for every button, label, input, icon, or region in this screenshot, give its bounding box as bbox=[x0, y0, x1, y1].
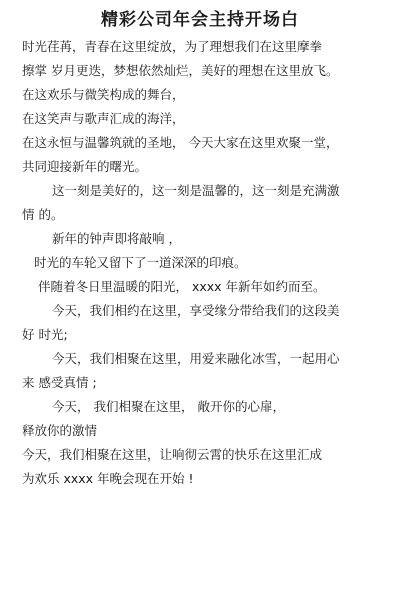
text-line: 今天， 我们相聚在这里， 敞开你的心扉， bbox=[52, 399, 285, 414]
text-line: 这一刻是美好的，这一刻是温馨的，这一刻是充满激 bbox=[52, 183, 340, 198]
text-line: 时光荏苒，青春在这里绽放，为了理想我们在这里摩拳 bbox=[22, 39, 323, 54]
text-line: 好 时光; bbox=[22, 327, 68, 342]
text-line: 今天，我们相聚在这里，用爱来融化冰雪，一起用心 bbox=[52, 351, 340, 366]
text-line: 共同迎接新年的曙光。 bbox=[22, 159, 148, 174]
text-line: 在这笑声与歌声汇成的海洋， bbox=[22, 111, 185, 126]
text-line: 今天，我们相聚在这里，让响彻云霄的快乐在这里汇成 bbox=[22, 447, 323, 462]
text-line: 释放你的激情 bbox=[22, 423, 98, 438]
text-line: 为欢乐 xxxx 年晚会现在开始 ! bbox=[22, 471, 194, 486]
text-line: 时光的车轮又留下了一道深深的印痕。 bbox=[34, 255, 247, 270]
text-line: 今天，我们相约在这里，享受缘分带给我们的这段美 bbox=[52, 303, 340, 318]
text-line: 在这永恒与温馨筑就的圣地， 今天大家在这里欢聚一堂， bbox=[22, 135, 339, 150]
text-line: 在这欢乐与微笑构成的舞台， bbox=[22, 87, 185, 102]
text-line: 情 的。 bbox=[22, 207, 64, 222]
text-line: 来 感受真情 ; bbox=[22, 375, 97, 390]
text-line: 伴随着冬日里温暖的阳光， xxxx 年新年如约而至。 bbox=[38, 279, 326, 294]
document-title: 精彩公司年会主持开场白 bbox=[101, 10, 299, 30]
text-line: 新年的钟声即将敲响 ， bbox=[52, 231, 181, 246]
text-line: 擦掌 岁月更迭，梦想依然灿烂，美好的理想在这里放飞。 bbox=[22, 63, 339, 78]
